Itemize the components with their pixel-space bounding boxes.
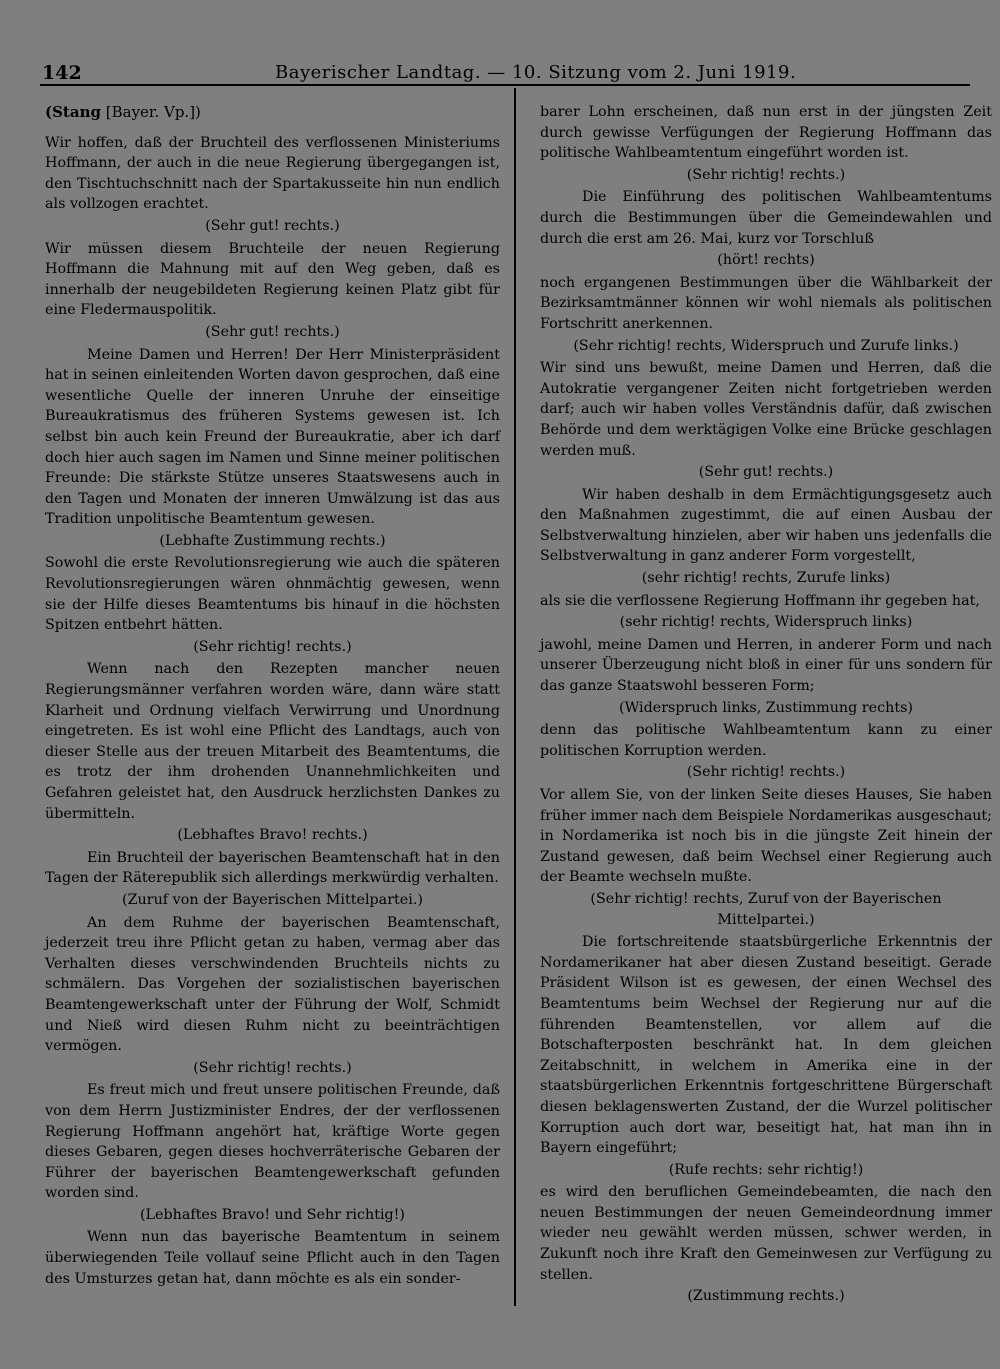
- interjection: (hört! rechts): [717, 252, 815, 269]
- paragraph: Wenn nun das bayerische Beamtentum in seinem überwiegenden Teile vollauf seine Pflicht auch in den Tagen des Umsturzes getan hat, dann möchte es als ein sonder-: [45, 1229, 500, 1287]
- paragraph: Die fortschreitende staatsbürgerliche Erkenntnis der Nordamerikaner hat aber diesen Zustand beseitigt. Gerade Präsident Wilson ist es gewesen, der einen Wechsel des Beamtentums beim Wechsel der Regierung nur auf die führenden Beamtenstellen, vor allem auf die Botschafterposten beschränkt hat. In dem gleichen Zeitabschnitt, in welchem in Amerika eine in der staatsbürgerlichen Erkenntnis fortgeschrittene Bürgerschaft diesen beklagenswerten Zustand, der die Wurzel politischer Korruption auch dort war, beseitigt hat, hat man ihn in Bayern eingeführt;: [540, 934, 992, 1157]
- paragraph: als sie die verflossene Regierung Hoffmann ihr gegeben hat,: [540, 592, 980, 609]
- running-head: Bayerischer Landtag. — 10. Sitzung vom 2. Juni 1919.: [275, 62, 797, 83]
- paragraph: Es freut mich und freut unsere politischen Freunde, daß von dem Herrn Justizminister Endres, der der verflossenen Regierung Hoffmann angehört hat, kräftige Worte gegen dieses Gebaren, gegen dieses hochverräterische Gebaren der Führer der bayerischen Beamtengewerkschaft gefunden worden sind.: [45, 1082, 500, 1202]
- paragraph: jawohl, meine Damen und Herren, in anderer Form und nach unserer Überzeugung nicht bloß in einer für uns sondern für das ganze Staatswohl besseren Form;: [540, 636, 992, 695]
- interjection: (Lebhafte Zustimmung rechts.): [159, 532, 386, 549]
- paragraph: Wir hoffen, daß der Bruchteil des verflossenen Ministeriums Hoffmann, der auch in die neue Regierung übergegangen ist, den Tischtuchschnitt nach der Spartakusseite hin nun endlich als vollzogen erachtet.: [45, 134, 500, 213]
- paragraph: noch ergangenen Bestimmungen über die Wählbarkeit der Bezirksamtmänner können wir wohl niemals als politischen Fortschritt anerkennen.: [540, 274, 992, 332]
- paragraph: Wir sind uns bewußt, meine Damen und Herren, daß die Autokratie vergangener Zeiten nicht fortgetrieben werden darf; auch wir haben volles Verständnis dafür, daß zwischen Behörde und dem werktägigen Volke eine Brücke geschlagen werden muß.: [540, 360, 992, 459]
- paragraph: Die Einführung des politischen Wahlbeamtentums durch die Bestimmungen über die Gemeindewahlen und durch die erst am 26. Mai, kurz vor Torschluß: [540, 189, 992, 247]
- interjection: (Sehr richtig! rechts.): [686, 166, 846, 183]
- column-divider: [514, 88, 516, 1306]
- speaker-line: [45, 102, 500, 123]
- paragraph: Meine Damen und Herren! Der Herr Ministerpräsident hat in seinen einleitenden Worten davon gesprochen, daß eine wesentliche Quelle der inneren Unruhe der einseitige Bureaukratismus des früheren Systems gewesen ist. Ich selbst bin auch kein Freund der Bureaukratie, aber ich darf doch hier auch sagen im Namen und Sinne meiner politischen Freunde: Die stärkste Stütze unseres Staatswesens auch in den Tagen und Monaten der inneren Umwälzung ist das aus Tradition unpolitische Beamtentum gewesen.: [45, 346, 500, 528]
- left-column: [45, 102, 500, 1290]
- speaker-name: (Stang: [45, 103, 101, 121]
- interjection: (sehr richtig! rechts, Zurufe links): [641, 570, 891, 587]
- page-header: [40, 58, 970, 86]
- interjection: (Sehr gut! rechts.): [698, 464, 834, 481]
- paragraph: Wir haben deshalb in dem Ermächtigungsgesetz auch den Maßnahmen zugestimmt, die auf einen Ausbau der Selbstverwaltung hinzielen, aber wir haben uns jedenfalls die Selbstverwaltung in ganz anderer Form vorgestellt,: [540, 486, 992, 565]
- page-number: 142: [42, 62, 82, 84]
- paragraph: An dem Ruhme der bayerischen Beamtenschaft, jederzeit treu ihre Pflicht getan zu haben, vermag aber das Verhalten dieses verschwindenden Bruchteils nichts zu schmälern. Das Vorgehen der sozialistischen bayerischen Beamtengewerkschaft unter der Führung der Wolf, Schmidt und Nieß wird diesen Ruhm nicht zu beeinträchtigen vermögen.: [45, 914, 500, 1055]
- interjection: (Sehr gut! rechts.): [205, 217, 340, 234]
- interjection: (Sehr richtig! rechts.): [686, 764, 846, 781]
- paragraph: Vor allem Sie, von der linken Seite dieses Hauses, Sie haben früher immer nach dem Beispiele Nordamerikas ausgeschaut; in Nordamerika ist noch bis in die jüngste Zeit hinein der Zustand gewesen, daß beim Wechsel einer Regierung auch der Beamte wechseln mußte.: [540, 787, 992, 886]
- paragraph: es wird den beruflichen Gemeindebeamten, die nach den neuen Bestimmungen der neuen Gemeindeordnung immer wieder neu gewählt werden müssen, schwer werden, in Zukunft noch ihre Kraft den Gemeinwesen zur Verfügung zu stellen.: [540, 1184, 992, 1283]
- interjection: (Sehr richtig! rechts.): [193, 638, 352, 655]
- paragraph: Wir müssen diesem Bruchteile der neuen Regierung Hoffmann die Mahnung mit auf den Weg geben, daß es innerhalb der neugebildeten Regierung keinen Platz gibt für eine Fledermauspolitik.: [45, 240, 500, 319]
- right-column: [540, 102, 992, 1309]
- paragraph: Wenn nach den Rezepten mancher neuen Regierungsmänner verfahren worden wäre, dann wäre statt Klarheit und Ordnung vielfach Verwirrung und Unordnung eingetreten. Es ist wohl eine Pflicht des Landtags, auch von dieser Stelle aus der treuen Mitarbeit des Beamtentums, die es trotz der ihm drohenden Unannehmlichkeiten und Gefahren geleistet hat, den Ausdruck herzlichsten Dankes zu übermitteln.: [45, 661, 500, 822]
- interjection: (Lebhaftes Bravo! rechts.): [177, 827, 368, 844]
- interjection: (Sehr richtig! rechts.): [193, 1059, 352, 1076]
- interjection: (Sehr richtig! rechts, Widerspruch und Zurufe links.): [573, 337, 959, 354]
- interjection: (Zustimmung rechts.): [687, 1288, 845, 1305]
- interjection: (Sehr gut! rechts.): [205, 323, 340, 340]
- paragraph: Sowohl die erste Revolutionsregierung wie auch die späteren Revolutionsregierungen wären ohnmächtig gewesen, wenn sie der Hilfe dieses Beamtentums bis hinauf in die höchsten Spitzen entbehrt hätten.: [45, 555, 500, 634]
- paragraph: barer Lohn erscheinen, daß nun erst in der jüngsten Zeit durch gewisse Verfügungen der Regierung Hoffmann das politische Wahlbeamtentum eingeführt worden ist.: [540, 104, 992, 162]
- interjection: (Lebhaftes Bravo! und Sehr richtig!): [139, 1206, 405, 1223]
- interjection: (sehr richtig! rechts, Widerspruch links): [619, 614, 913, 631]
- speaker-party: [Bayer. Vp.]): [105, 103, 201, 121]
- interjection: (Widerspruch links, Zustimmung rechts): [619, 699, 913, 716]
- interjection: (Zuruf von der Bayerischen Mittelpartei.): [122, 891, 423, 908]
- interjection: (Rufe rechts: sehr richtig!): [668, 1161, 864, 1178]
- paragraph: Ein Bruchteil der bayerischen Beamtenschaft hat in den Tagen der Räterepublik sich allerdings merkwürdig verhalten.: [45, 849, 500, 887]
- interjection: (Sehr richtig! rechts, Zuruf von der Bayerischen Mittelpartei.): [590, 890, 942, 928]
- paragraph: denn das politische Wahlbeamtentum kann zu einer politischen Korruption werden.: [540, 722, 992, 759]
